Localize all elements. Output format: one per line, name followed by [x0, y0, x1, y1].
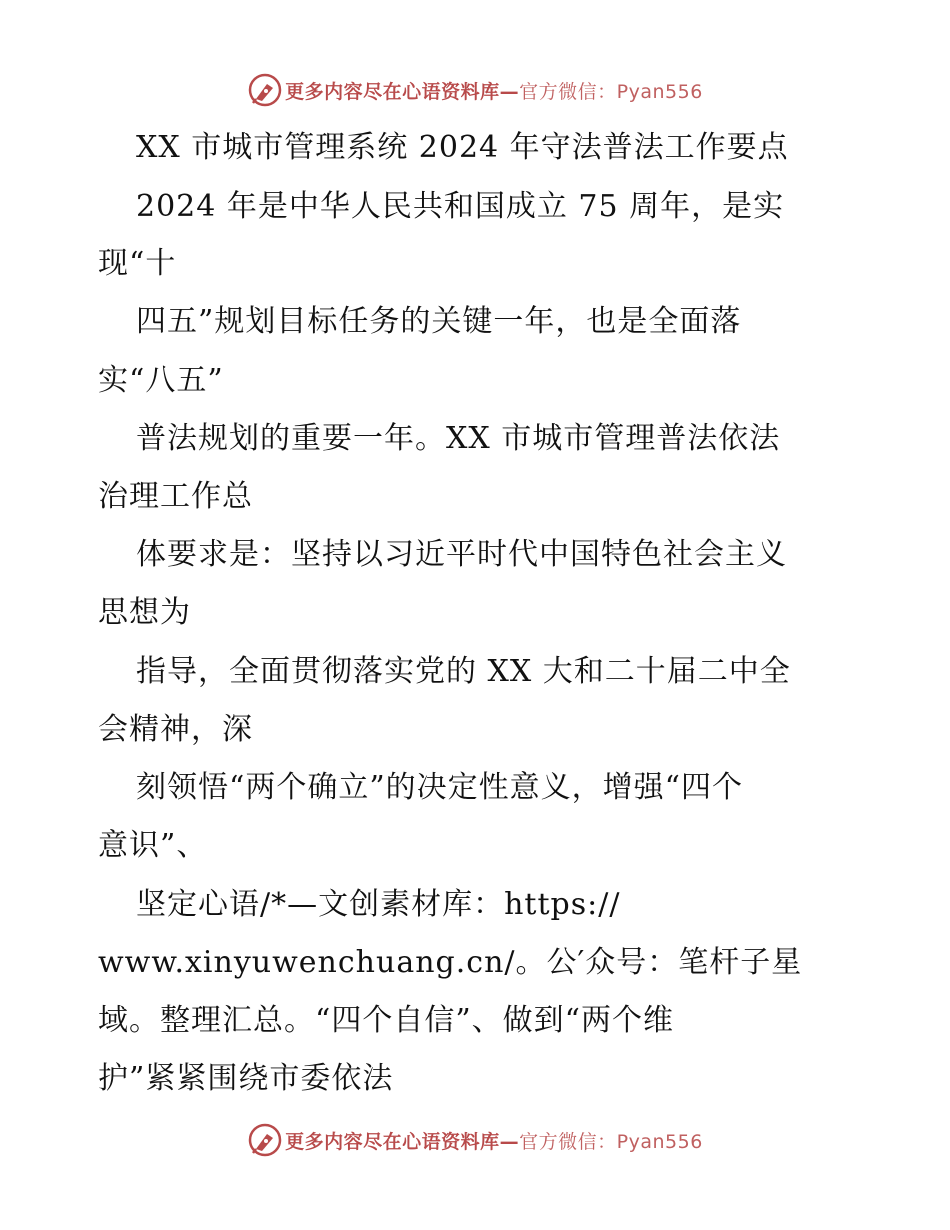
paragraph-line: 四五”规划目标任务的关键一年，也是全面落 [136, 304, 742, 339]
paragraph-line: 思想为 [98, 595, 191, 630]
paragraph-line: 刻领悟“两个确立”的决定性意义，增强“四个 [136, 770, 744, 805]
paragraph-line: 现“十 [98, 246, 177, 281]
banner-wechat: 官方微信：Pyan556 [519, 80, 703, 103]
paragraph-line: 实“八五” [98, 363, 224, 398]
banner-text: 更多内容尽在心语资料库 [285, 80, 500, 103]
footer-watermark-banner [0, 1120, 950, 1160]
paragraph-line: 治理工作总 [98, 479, 253, 514]
banner-text: 更多内容尽在心语资料库 [285, 1130, 500, 1153]
paragraph-line: 体要求是：坚持以习近平时代中国特色社会主义 [136, 537, 787, 572]
paragraph-line: 意识”、 [98, 828, 208, 863]
pen-nib-logo-icon [247, 72, 283, 108]
document-title: XX 市城市管理系统 2024 年守法普法工作要点 [136, 130, 789, 165]
paragraph-line: 指导，全面贯彻落实党的 XX 大和二十届二中全 [136, 654, 791, 689]
paragraph-line: 会精神，深 [98, 712, 253, 747]
paragraph-line: 普法规划的重要一年。XX 市城市管理普法依法 [136, 421, 781, 456]
paragraph-line: 坚定心语/*—文创素材库：https:// [136, 887, 621, 922]
header-watermark-banner [0, 70, 950, 110]
paragraph-line: 护”紧紧围绕市委依法 [98, 1061, 394, 1096]
banner-wechat: 官方微信：Pyan556 [519, 1130, 703, 1153]
pen-nib-logo-icon [247, 1122, 283, 1158]
paragraph-line: 域。整理汇总。“四个自信”、做到“两个维 [98, 1003, 675, 1038]
paragraph-line: www.xinyuwenchuang.cn/。公′众号：笔杆子星 [98, 945, 803, 980]
banner-separator: — [499, 1130, 520, 1153]
paragraph-line: 2024 年是中华人民共和国成立 75 周年，是实 [136, 189, 785, 224]
banner-separator: — [499, 80, 520, 103]
